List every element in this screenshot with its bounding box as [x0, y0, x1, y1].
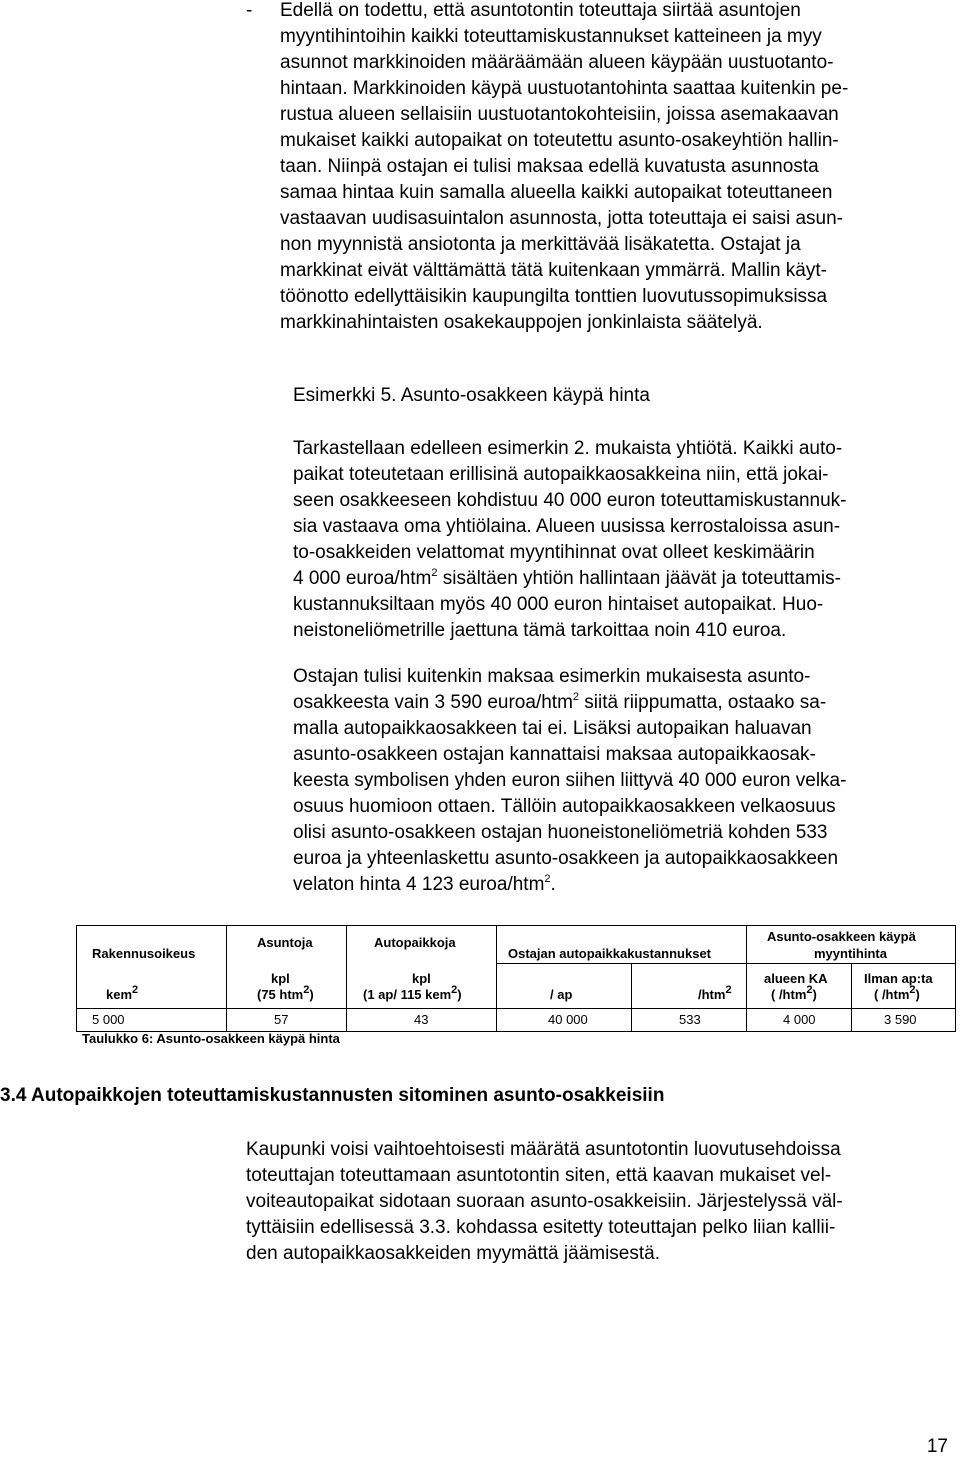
- text-line: Edellä on todettu, että asuntotontin toteuttaja siirtää asuntojen: [280, 0, 801, 21]
- intro-paragraph: [280, 0, 848, 336]
- table-cell: 3 590: [884, 1012, 917, 1027]
- page-number: 17: [926, 1436, 948, 1457]
- text-line: taan. Niinpä ostajan ei tulisi maksaa edellä kuvatusta asunnosta: [280, 156, 819, 177]
- table-cell: 533: [679, 1012, 701, 1027]
- table-cell: 57: [274, 1012, 289, 1027]
- text-line: osuus huomioon ottaen. Tällöin autopaikkaosakkeen velkaosuus: [293, 796, 836, 817]
- table-border: [496, 925, 497, 1032]
- table-border: [76, 925, 956, 926]
- table-border: [746, 925, 747, 1032]
- text-line: mukaiset kaikki autopaikat on toteutettu asunto-osakeyhtiön hallin-: [280, 130, 839, 151]
- text-line: asunto-osakkeen ostajan kannattaisi maksaa autopaikkaosak-: [293, 744, 816, 765]
- table-border: [631, 963, 632, 1032]
- text-line: voiteautopaikat sidotaan suoraan asunto-osakkeisiin. Järjestelyssä väl-: [246, 1191, 843, 1212]
- header-ilman-ap-unit: ( /htm$^2$): [874, 983, 920, 1002]
- text-line: kustannuksiltaan myös 40 000 euron hintaiset autopaikat. Huo-: [293, 594, 824, 615]
- text-line: non myynnistä ansiotonta ja merkittävää lisäkatetta. Ostajat ja: [280, 234, 801, 255]
- table-cell: 40 000: [548, 1012, 588, 1027]
- text-line: markkinat eivät välttämättä tätä kuitenkaan ymmärrä. Mallin käyt-: [280, 260, 827, 281]
- text-line: tyttäisiin edellisessä 3.3. kohdassa esitetty toteuttajan pelko liian kallii-: [246, 1217, 836, 1238]
- text-line: myyntihintoihin kaikki toteuttamiskustannukset katteineen ja myy: [280, 26, 822, 47]
- header-euro-per-ap: / ap: [550, 987, 573, 1002]
- header-alueen-ka-unit: ( /htm$^2$): [771, 983, 817, 1002]
- text-line: Kaupunki voisi vaihtoehtoisesti määrätä asuntotontin luovutusehdoissa: [246, 1139, 841, 1160]
- header-kaypa-myyntihinta: myyntihinta: [814, 946, 887, 961]
- table-border: [851, 963, 852, 1032]
- example-paragraph-2: [293, 664, 846, 898]
- text-line: toteuttajan toteuttamaan asuntotontin siten, että kaavan mukaiset vel-: [246, 1165, 832, 1186]
- text-line: velaton hinta 4 123 euroa/htm$^2$.: [293, 872, 556, 895]
- table-border: [226, 925, 227, 1032]
- header-asuntoja-kpl: kpl: [271, 971, 290, 986]
- header-kem-unit: kem$^2$: [106, 983, 139, 1002]
- header-asuntoja: Asuntoja: [257, 935, 313, 950]
- text-line: Tarkastellaan edelleen esimerkin 2. mukaista yhtiötä. Kaikki auto-: [293, 438, 843, 459]
- price-table: [76, 925, 956, 1032]
- header-rakennusoikeus: Rakennusoikeus: [92, 946, 196, 961]
- header-ilman-ap: Ilman ap:ta: [864, 971, 933, 986]
- text-line: 4 000 euroa/htm$^2$ sisältäen yhtiön hallintaan jäävät ja toteuttamis-: [293, 566, 841, 589]
- text-line: vastaavan uudisasuintalon asunnosta, jotta toteuttaja ei saisi asun-: [280, 208, 843, 229]
- section-paragraph: [246, 1137, 843, 1267]
- example-paragraph-1: [293, 436, 846, 644]
- text-line: sia vastaava oma yhtiölaina. Alueen uusissa kerrostaloissa asun-: [293, 516, 841, 537]
- text-line: to-osakkeiden velattomat myyntihinnat ovat olleet keskimäärin: [293, 542, 815, 563]
- header-autopaikkoja: Autopaikkoja: [374, 935, 456, 950]
- text-line: Ostajan tulisi kuitenkin maksaa esimerkin mukaisesta asunto-: [293, 666, 811, 687]
- table-cell: 5 000: [92, 1012, 125, 1027]
- text-line: seen osakkeeseen kohdistuu 40 000 euron toteuttamiskustannuk-: [293, 490, 847, 511]
- example-title: Esimerkki 5. Asunto-osakkeen käypä hinta: [293, 385, 650, 406]
- header-alueen-ka: alueen KA: [764, 971, 828, 986]
- text-line: malla autopaikkaosakkeen tai ei. Lisäksi autopaikan haluavan: [293, 718, 812, 739]
- header-autopaikkoja-unit: (1 ap/ 115 kem$^2$): [363, 983, 462, 1002]
- header-autopaikkoja-kpl: kpl: [412, 971, 431, 986]
- header-asuntoja-unit: (75 htm$^2$): [257, 983, 314, 1002]
- table-caption: Taulukko 6: Asunto-osakkeen käypä hinta: [82, 1031, 340, 1046]
- text-line: töönotto edellyttäisikin kaupungilta tonttien luovutussopimuksissa: [280, 286, 828, 307]
- header-kaypa-myyntihinta: Asunto-osakkeen käypä: [767, 929, 916, 944]
- text-line: neistoneliömetrille jaettuna tämä tarkoittaa noin 410 euroa.: [293, 620, 787, 641]
- table-border: [346, 925, 347, 1032]
- table-border: [76, 925, 77, 1032]
- text-line: keesta symbolisen yhden euron siihen liittyvä 40 000 euron velka-: [293, 770, 847, 791]
- text-line: den autopaikkaosakkeiden myymättä jäämisestä.: [246, 1243, 661, 1264]
- header-euro-per-htm: /htm$^2$: [698, 983, 732, 1002]
- text-line: paikat toteutetaan erillisinä autopaikkaosakkeina niin, että jokai-: [293, 464, 829, 485]
- text-line: markkinahintaisten osakekauppojen jonkinlaista säätelyä.: [280, 312, 763, 333]
- section-heading: 3.4 Autopaikkojen toteuttamiskustannusten sitominen asunto-osakkeisiin: [0, 1085, 665, 1106]
- table-cell: 4 000: [783, 1012, 816, 1027]
- text-line: samaa hintaa kuin samalla alueella kaikki autopaikat toteuttaneen: [280, 182, 833, 203]
- text-line: osakkeesta vain 3 590 euroa/htm$^2$ siitä riippumatta, ostaako sa-: [293, 690, 827, 713]
- text-line: rustua alueen sellaisiin uustuotantokohteisiin, joissa asemakaavan: [280, 104, 839, 125]
- text-line: euroa ja yhteenlaskettu asunto-osakkeen ja autopaikkaosakkeen: [293, 848, 839, 869]
- bullet-dash: -: [246, 0, 253, 21]
- table-border: [496, 963, 746, 964]
- table-border: [76, 1008, 956, 1009]
- text-line: hintaan. Markkinoiden käypä uustuotantohinta saattaa kuitenkin pe-: [280, 78, 849, 99]
- table-cell: 43: [414, 1012, 429, 1027]
- text-line: asunnot markkinoiden määräämään alueen käypään uustuotanto-: [280, 52, 834, 73]
- header-ostajan-kustannukset: Ostajan autopaikkakustannukset: [508, 946, 712, 961]
- text-line: olisi asunto-osakkeen ostajan huoneistoneliömetriä kohden 533: [293, 822, 828, 843]
- table-border: [955, 925, 956, 1032]
- table-border: [746, 963, 956, 964]
